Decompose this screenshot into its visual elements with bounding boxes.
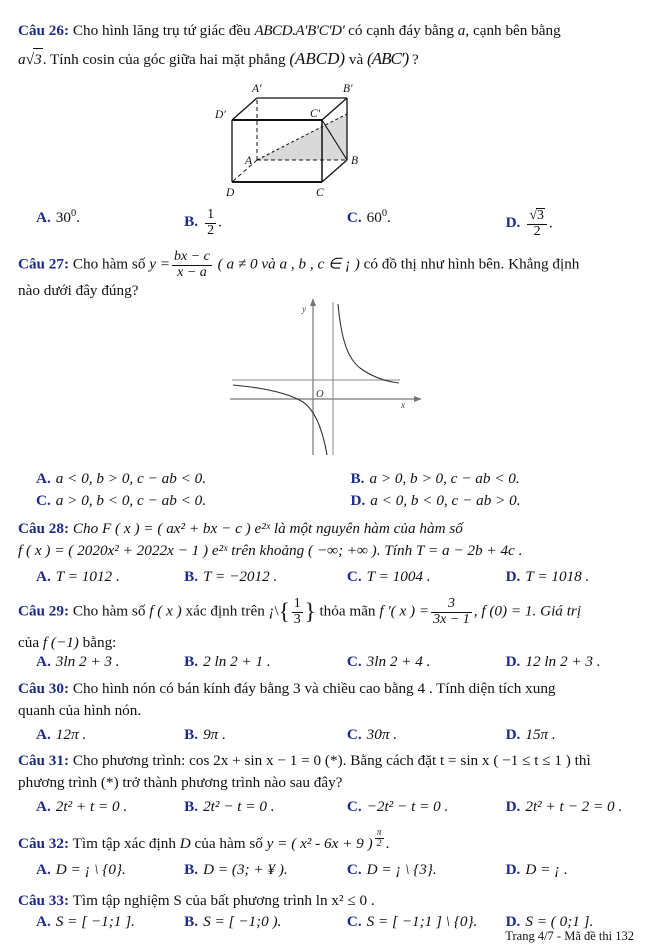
option-27-b-value: a > 0, b > 0, c − ab < 0. — [369, 470, 520, 487]
option-26-b-value: $\frac{1}{2}$ . — [207, 207, 222, 238]
option-33-b-value: S = [ −1;0 ). — [203, 913, 282, 930]
option-31-b-label: B. — [184, 798, 199, 815]
question-33-label: Câu 33: — [18, 892, 70, 909]
question-29-options — [18, 653, 640, 671]
option-30-b[interactable] — [176, 726, 333, 744]
option-29-a[interactable] — [18, 653, 176, 671]
svg-text:B: B — [351, 155, 359, 167]
question-32-options — [18, 861, 640, 879]
question-31-label: Câu 31: — [18, 752, 70, 769]
question-30 — [18, 678, 636, 722]
option-31-b-value: 2t² − t = 0 . — [203, 798, 275, 815]
option-33-a-value: S = [ −1;1 ]. — [55, 913, 135, 930]
question-29-text-a: Cho hàm số — [72, 602, 146, 620]
question-26-label: Câu 26: — [18, 22, 70, 39]
svg-text:y: y — [302, 304, 306, 314]
svg-text:x: x — [401, 400, 405, 410]
option-29-a-label: A. — [36, 653, 51, 670]
option-26-d-label: D. — [505, 214, 521, 232]
svg-text:C: C — [316, 187, 324, 197]
question-33 — [18, 890, 636, 912]
option-28-c[interactable] — [333, 568, 496, 586]
option-33-b[interactable] — [176, 913, 333, 931]
question-31-options — [18, 798, 640, 816]
svg-text:D: D — [226, 187, 235, 197]
question-29-text-b: xác định trên — [185, 602, 265, 620]
question-26-and: và — [348, 51, 364, 69]
question-26-line2-b: . Tính cosin của góc giữa hai mặt phẳng — [42, 51, 286, 69]
question-29-excluded-value: $\frac{1}{3}$ — [293, 596, 301, 627]
option-29-c[interactable] — [333, 653, 496, 671]
option-26-b-label: B. — [184, 213, 199, 231]
option-29-b-label: B. — [184, 653, 199, 670]
option-29-a-value: 3ln 2 + 3 . — [55, 653, 120, 670]
question-31 — [18, 750, 636, 794]
option-30-c-value: 30π . — [366, 726, 398, 743]
question-26-figure — [0, 72, 650, 197]
option-28-d-label: D. — [505, 568, 521, 585]
question-26-line2-a: a — [18, 51, 26, 69]
svg-text:C′: C′ — [310, 108, 321, 120]
option-26-d[interactable] — [496, 208, 640, 239]
option-30-b-value: 9π . — [203, 726, 226, 743]
option-33-a-label: A. — [36, 913, 51, 930]
option-31-a-value: 2t² + t = 0 . — [55, 798, 128, 815]
question-27-label: Câu 27: — [18, 255, 70, 273]
option-32-a-value: D = ¡ \ {0}. — [55, 861, 126, 878]
brace-close: } — [304, 599, 316, 624]
option-33-d-value: S = ( 0;1 ]. — [525, 913, 594, 930]
option-26-c-value: $60^0$. — [366, 208, 391, 227]
option-32-c-value: D = ¡ \ {3}. — [366, 861, 437, 878]
question-30-label: Câu 30: — [18, 680, 70, 697]
option-27-b[interactable] — [326, 468, 641, 490]
question-29-line2-b: bằng: — [82, 634, 117, 652]
question-27-text-a: Cho hàm số — [72, 255, 146, 273]
option-28-b[interactable] — [176, 568, 333, 586]
question-33-line-1: Tìm tập nghiệm S của bất phương trình ln x² ≤ 0 . — [72, 892, 375, 909]
option-30-a[interactable] — [18, 726, 176, 744]
question-27-text-b: có đồ thị như hình bên. Khẳng định — [363, 255, 580, 273]
option-31-c-label: C. — [346, 798, 362, 815]
question-26-plane-2: (ABC′) — [367, 49, 409, 69]
option-26-b[interactable] — [176, 208, 333, 239]
option-32-b[interactable] — [176, 861, 333, 879]
option-30-c-label: C. — [346, 726, 362, 743]
option-27-b-label: B. — [350, 470, 365, 487]
option-26-a-label: A. — [36, 209, 51, 227]
question-28-label: Câu 28: — [18, 520, 70, 537]
option-29-d-label: D. — [505, 653, 521, 670]
option-28-b-value: T = −2012 . — [203, 568, 278, 585]
question-27-fraction: $\frac{bx - c}{x - a}$ — [174, 249, 210, 280]
option-28-a-value: T = 1012 . — [55, 568, 120, 585]
sqrt-icon: √3 — [529, 208, 544, 223]
question-29-text-d: , f (0) = 1. Giá trị — [473, 602, 582, 620]
question-31-line-1: Cho phương trình: cos 2x + sin x − 1 = 0 (*). Bằng cách đặt t = sin x ( −1 ≤ t ≤ 1 ) thì — [72, 752, 591, 769]
option-27-d-value: a < 0, b < 0, c − ab > 0. — [370, 492, 521, 510]
option-26-a-value: $30^0$. — [55, 208, 80, 227]
option-28-d[interactable] — [496, 568, 640, 586]
question-26-prism: ABCD.A′B′C′D′ — [254, 22, 345, 39]
question-29-text-c: thỏa mãn — [319, 602, 376, 620]
question-29-label: Câu 29: — [18, 602, 70, 620]
option-31-d-value: 2t² + t − 2 = 0 . — [525, 798, 623, 815]
option-28-a[interactable] — [18, 568, 176, 586]
option-29-c-label: C. — [346, 653, 362, 670]
question-27-graph — [0, 292, 650, 457]
question-28 — [18, 518, 636, 562]
question-29-fprime: f ′( x ) = — [379, 602, 430, 620]
svg-text:B′: B′ — [343, 83, 353, 95]
option-30-d-value: 15π . — [525, 726, 556, 743]
question-28-line-2: f ( x ) = ( 2020x² + 2022x − 1 ) e²ˣ trên khoảng ( −∞; +∞ ). Tính T = a − 2b + 4c . — [18, 542, 523, 560]
option-30-b-label: B. — [184, 726, 199, 743]
question-32-text-a: Tìm tập xác định — [72, 834, 176, 852]
question-26 — [18, 20, 636, 72]
question-26-line2-end: ? — [411, 51, 419, 69]
page-footer: Trang 4/7 - Mã đề thi 132 — [505, 929, 634, 943]
question-30-line-1: Cho hình nón có bán kính đáy bằng 3 và chiều cao bằng 4 . Tính diện tích xung — [72, 680, 556, 697]
option-33-c[interactable] — [333, 913, 496, 931]
question-26-text-c: , cạnh bên bằng — [465, 22, 561, 39]
question-27-text-c: nào dưới đây đúng? — [18, 282, 139, 300]
option-33-c-value: S = [ −1;1 ] \ {0}. — [366, 913, 478, 930]
option-31-c-value: −2t² − t = 0 . — [366, 798, 449, 815]
option-29-b-value: 2 ln 2 + 1 . — [203, 653, 271, 670]
option-26-a[interactable] — [18, 208, 176, 239]
svg-text:D′: D′ — [215, 109, 226, 121]
option-29-c-value: 3ln 2 + 4 . — [366, 653, 431, 670]
sqrt-icon: √3 — [26, 48, 43, 71]
option-30-d-label: D. — [505, 726, 521, 743]
option-30-d[interactable] — [496, 726, 640, 744]
option-28-d-value: T = 1018 . — [525, 568, 590, 585]
option-29-d[interactable] — [496, 653, 640, 671]
question-29-f-minus-1: f (−1) — [42, 634, 79, 652]
question-32-text-b: của hàm số — [194, 834, 263, 852]
question-29-setminus: \ — [274, 602, 279, 620]
option-27-c-value: a > 0, b < 0, c − ab < 0. — [55, 492, 207, 510]
question-27-formula-y: y = — [149, 255, 171, 273]
brace-open: { — [278, 599, 290, 624]
option-31-a-label: A. — [36, 798, 51, 815]
question-32-expression: y = ( x² - 6x + 9 ) — [266, 834, 373, 852]
svg-text:A′: A′ — [252, 83, 262, 95]
question-27-condition: ( a ≠ 0 và a , b , c ∈ ¡ ) — [217, 255, 360, 273]
option-32-d[interactable] — [496, 861, 640, 879]
option-31-d-label: D. — [505, 798, 521, 815]
question-30-options — [18, 726, 640, 744]
question-32-domain-symbol: D — [179, 834, 191, 852]
question-29 — [18, 595, 636, 654]
option-30-a-value: 12π . — [55, 726, 87, 743]
option-32-d-value: D = ¡ . — [525, 861, 568, 878]
option-27-d-label: D. — [350, 492, 366, 510]
option-27-c[interactable] — [18, 490, 326, 512]
question-30-line-2: quanh của hình nón. — [18, 702, 142, 720]
option-27-d[interactable] — [326, 490, 641, 512]
option-33-c-label: C. — [346, 913, 362, 930]
option-31-a[interactable] — [18, 798, 176, 816]
option-28-b-label: B. — [184, 568, 199, 585]
question-32-exponent: π 2 — [376, 827, 382, 850]
option-28-c-value: T = 1004 . — [366, 568, 431, 585]
question-26-text-b: có cạnh đáy bằng — [348, 22, 454, 39]
option-32-a-label: A. — [36, 861, 51, 878]
option-33-b-label: B. — [184, 913, 199, 930]
option-27-c-label: C. — [36, 492, 51, 510]
option-26-c[interactable] — [333, 208, 496, 239]
option-31-c[interactable] — [333, 798, 496, 816]
option-33-d-label: D. — [505, 913, 521, 930]
question-26-edge-base: a — [457, 22, 466, 39]
option-32-c-label: C. — [346, 861, 362, 878]
option-33-a[interactable] — [18, 913, 176, 931]
rectangular-prism-figure — [210, 72, 440, 197]
option-26-d-value: $\frac{√3}{2}$ . — [529, 208, 553, 239]
option-32-b-label: B. — [184, 861, 199, 878]
option-31-b[interactable] — [176, 798, 333, 816]
question-27-options — [18, 468, 640, 512]
option-29-b[interactable] — [176, 653, 333, 671]
option-32-b-value: D = (3; + ¥ ). — [203, 861, 288, 878]
hyperbola-graph-figure — [185, 292, 465, 457]
option-28-a-label: A. — [36, 568, 51, 585]
question-29-line2-a: của — [18, 634, 40, 652]
option-32-a[interactable] — [18, 861, 176, 879]
question-28-line-1: Cho F ( x ) = ( ax² + bx − c ) e²ˣ là một nguyên hàm của hàm số — [72, 520, 463, 537]
option-27-a[interactable] — [18, 468, 326, 490]
option-30-a-label: A. — [36, 726, 51, 743]
question-29-fx: f ( x ) — [149, 602, 182, 620]
option-29-d-value: 12 ln 2 + 3 . — [525, 653, 601, 670]
question-32-label: Câu 32: — [18, 834, 70, 852]
question-29-derivative-fraction: $\frac{3}{3x - 1}$ — [433, 596, 470, 627]
option-32-c[interactable] — [333, 861, 496, 879]
question-32-line-end: . — [385, 834, 390, 852]
question-31-line-2: phương trình (*) trở thành phương trình nào sau đây? — [18, 774, 343, 792]
option-27-a-label: A. — [36, 470, 51, 487]
option-28-c-label: C. — [346, 568, 362, 585]
option-26-c-label: C. — [346, 209, 362, 227]
question-26-plane-1: (ABCD) — [289, 49, 346, 69]
question-28-options — [18, 568, 640, 586]
question-26-text-a: Cho hình lăng trụ tứ giác đều — [72, 22, 251, 39]
option-27-a-value: a < 0, b > 0, c − ab < 0. — [55, 470, 207, 487]
svg-text:O: O — [316, 389, 324, 400]
question-29-set-r: ¡ — [268, 602, 275, 620]
question-26-options — [18, 208, 640, 239]
option-32-d-label: D. — [505, 861, 521, 878]
svg-text:A: A — [245, 155, 253, 167]
question-32 — [18, 828, 636, 855]
option-31-d[interactable] — [496, 798, 640, 816]
option-30-c[interactable] — [333, 726, 496, 744]
